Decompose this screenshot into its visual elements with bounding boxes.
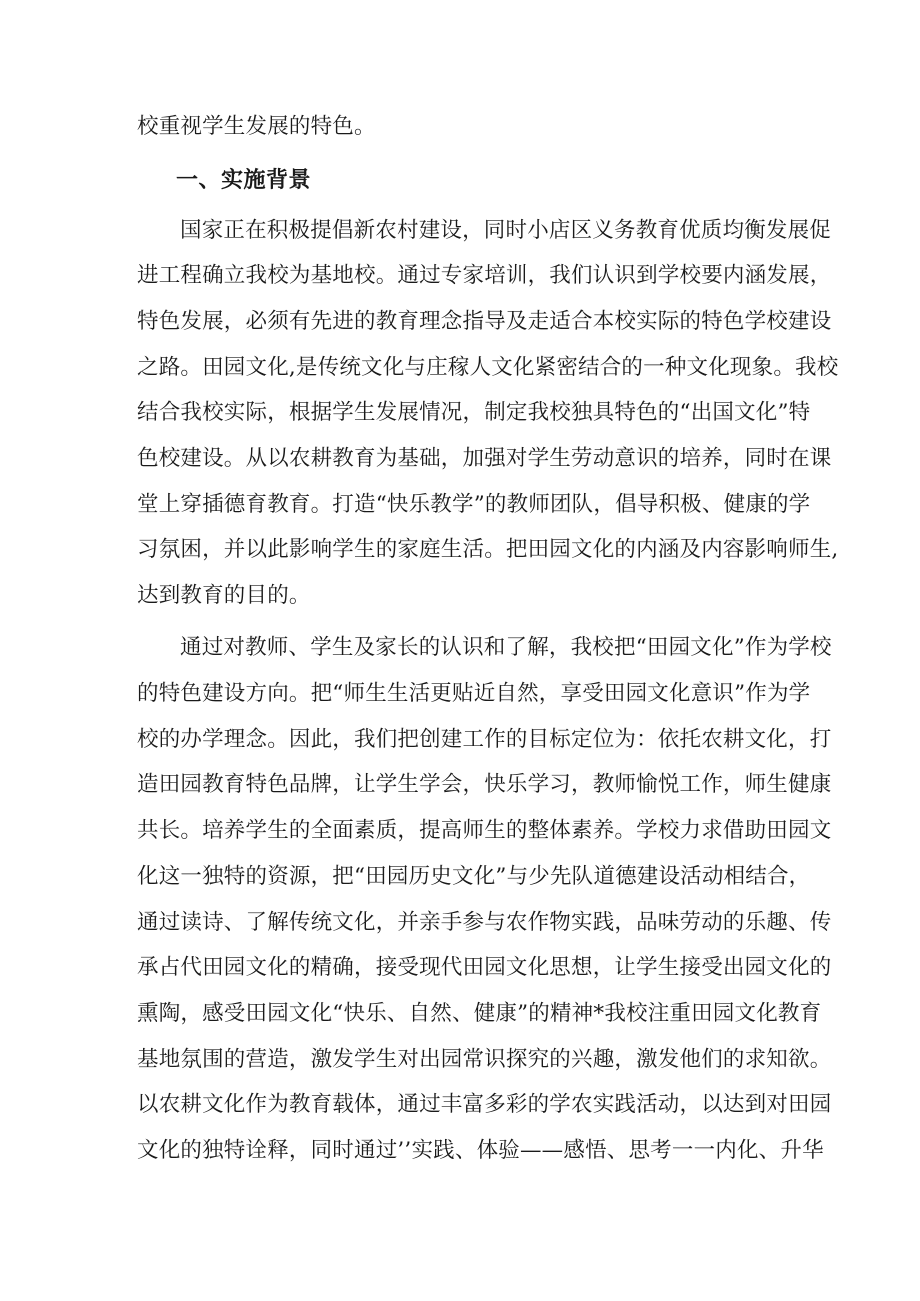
text-line: 文化的独特诠释，同时通过’’实践、体验——感悟、思考一一内化、升华 (137, 1138, 824, 1163)
section-heading: 一、实施背景 (176, 168, 312, 193)
text-line: 基地氛围的营造，激发学生对出园常识探究的兴趣，激发他们的求知欲。 (137, 1047, 832, 1072)
text-line: 的特色建设方向。把“师生生活更贴近自然，享受田园文化意识”作为学 (137, 681, 811, 706)
text-line: 承占代田园文化的精确，接受现代田园文化思想，让学生接受出园文化的 (137, 955, 832, 980)
text-line: 校重视学生发展的特色。 (137, 114, 376, 139)
text-line: 化这一独特的资源，把“田园历史文化”与少先队道德建设活动相结合， (137, 864, 811, 889)
text-line: 熏陶，感受田园文化“快乐、自然、健康”的精神*我校注重田园文化教育 (137, 1001, 822, 1026)
text-line: 堂上穿插德育教育。打造“快乐教学”的教师团队，倡导积极、健康的学 (137, 492, 811, 517)
text-line: 校的办学理念。因此，我们把创建工作的目标定位为：依托农耕文化，打 (137, 727, 832, 752)
text-line: 习氛困，并以此影响学生的家庭生活。把田园文化的内涵及内容影响师生, (137, 537, 839, 562)
text-line: 色校建设。从以农耕教育为基础，加强对学生劳动意识的培养，同时在课 (137, 446, 832, 471)
text-line: 共长。培养学生的全面素质，提高师生的整体素养。学校力求借助田园文 (137, 818, 832, 843)
text-line: 造田园教育特色品牌，让学生学会，快乐学习，教师愉悦工作，师生健康 (137, 772, 832, 797)
paragraph-first-line: 通过对教师、学生及家长的认识和了解，我校把“田园文化”作为学校 (180, 635, 832, 660)
text-line: 结合我校实际，根据学生发展情况，制定我校独具特色的“出国文化”特 (137, 400, 811, 425)
paragraph-first-line: 国家正在积极提倡新农村建设，同时小店区义务教育优质均衡发展促 (180, 218, 832, 243)
text-line: 以农耕文化作为教育载体，通过丰富多彩的学农实践活动，以达到对田园 (137, 1092, 832, 1117)
text-line: 之路。田园文化,是传统文化与庄稼人文化紧密结合的一种文化现象。我校 (137, 355, 839, 380)
text-line: 通过读诗、了解传统文化，并亲手参与农作物实践，品味劳动的乐趣、传 (137, 910, 832, 935)
text-line: 达到教育的目的。 (137, 583, 311, 608)
text-line: 特色发展，必须有先进的教育理念指导及走适合本校实际的特色学校建设 (137, 309, 832, 334)
text-line: 进工程确立我校为基地校。通过专家培训，我们认识到学校要内涵发展， (137, 263, 832, 288)
